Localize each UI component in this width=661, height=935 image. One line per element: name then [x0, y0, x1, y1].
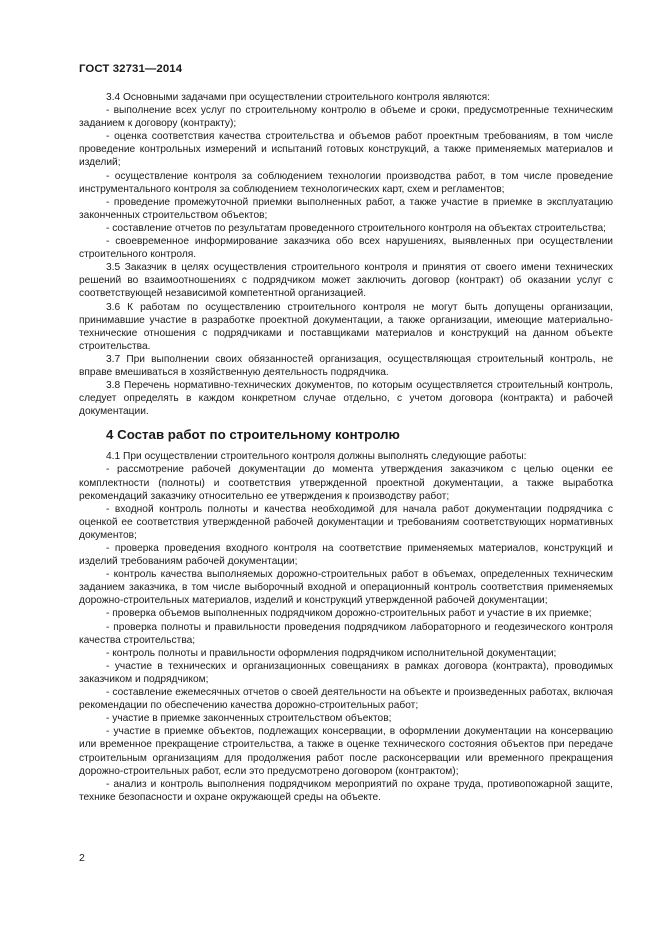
page-number: 2: [79, 852, 85, 864]
list-item: - проведение промежуточной приемки выполненных работ, а также участие в приемке в эксплуатацию законченных строительством объектов;: [79, 196, 613, 221]
list-item: - своевременное информирование заказчика обо всех нарушениях, выявленных при осуществлении строительного контроля.: [79, 236, 613, 261]
list-item: - составление ежемесячных отчетов о своей деятельности на объекте и произведенных работах, включая рекомендации по обеспечению качества дорожно-строительных работ;: [79, 687, 613, 712]
document-body: [79, 91, 613, 804]
list-item: - осуществление контроля за соблюдением технологии производства работ, в том числе проведение инструментального контроля за соблюдением технологических карт, схем и регламентов;: [79, 170, 613, 195]
list-item: - участие в приемке законченных строительством объектов;: [106, 713, 392, 725]
list-item: - проверка проведения входного контроля на соответствие применяемых материалов, конструкций и изделий требованиям рабочей документации;: [79, 543, 613, 568]
list-item: - контроль полноты и правильности оформления подрядчиком исполнительной документации;: [106, 647, 557, 659]
section-4-title: 4 Состав работ по строительному контролю: [106, 427, 400, 443]
list-item: - участие в приемке объектов, подлежащих консервации, в оформлении документации на консервацию или временное прекращение строительства, а также в оценке технического состояния объектов при передаче строительным организациям для продолжения работ после расконсервации или временного прекращения дорожно-строительных работ, если это предусмотрено договором (контрактом);: [79, 726, 613, 777]
document-header: ГОСТ 32731—2014: [79, 63, 183, 75]
list-item: - анализ и контроль выполнения подрядчиком мероприятий по охране труда, противопожарной защите, технике безопасности и охране окружающей среды на объекте.: [79, 778, 613, 803]
paragraph-3-7: 3.7 При выполнении своих обязанностей организация, осуществляющая строительный контроль, не вправе вмешиваться в хозяйственную деятельность подрядчика.: [79, 353, 613, 378]
paragraph-4-1-intro: 4.1 При осуществлении строительного контроля должны выполнять следующие работы:: [106, 451, 527, 463]
list-item: - проверка полноты и правильности проведения подрядчиком лабораторного и геодезического контроля качества строительства;: [79, 621, 613, 646]
list-item: - составление отчетов по результатам проведенного строительного контроля на объектах строительства;: [106, 222, 606, 234]
paragraph-3-5: 3.5 Заказчик в целях осуществления строительного контроля и принятия от своего имени технических решений во взаимоотношениях с подрядчиком может заключить договор (контракт) об оказании услуг с соответствующей независимой компетентной организацией.: [79, 262, 613, 300]
paragraph-3-4-intro: 3.4 Основными задачами при осуществлении строительного контроля являются:: [106, 92, 490, 103]
paragraph-3-6: 3.6 К работам по осуществлению строительного контроля не могут быть допущены организации, принимавшие участие в разработке проектной документации, а также организации, имеющие материально-технические отношения с подрядчиками и поставщиками материалов и конструкций на данном объекте строительства.: [79, 301, 613, 352]
list-item: - входной контроль полноты и качества необходимой для начала работ документации подрядчика с оценкой ее соответствия утвержденной рабочей документации и требованиям соответствующих нормативных документов;: [79, 503, 613, 541]
paragraph-3-8: 3.8 Перечень нормативно-технических документов, по которым осуществляется строительный контроль, следует определять в каждом конкретном случае отдельно, с учетом договора (контракта) и рабочей документации.: [79, 380, 613, 418]
list-item: - контроль качества выполняемых дорожно-строительных работ в объемах, определенных техническим заданием заказчика, в том числе выборочный входной и операционный контроль соответствия применяемых дорожно-строительных материалов, изделий и конструкций утвержденной рабочей документации;: [79, 569, 613, 607]
list-item: - рассмотрение рабочей документации до момента утверждения заказчиком с целью оценки ее комплектности (полноты) и соответствия утвержденной проектной документации, а также выработка рекомендаций заказчику относительно ее утверждения к производству работ;: [79, 464, 613, 502]
list-item: - участие в технических и организационных совещаниях в рамках договора (контракта), проводимых заказчиком и подрядчиком;: [79, 660, 613, 685]
list-item: - проверка объемов выполненных подрядчиком дорожно-строительных работ и участие в их приемке;: [106, 608, 592, 620]
list-item: - выполнение всех услуг по строительному контролю в объеме и сроки, предусмотренные техническим заданием к договору (контракту);: [79, 105, 613, 130]
list-item: - оценка соответствия качества строительства и объемов работ проектным требованиям, в том числе проведение контрольных измерений и испытаний готовых конструкций, а также применяемых материалов и изделий;: [79, 131, 613, 169]
